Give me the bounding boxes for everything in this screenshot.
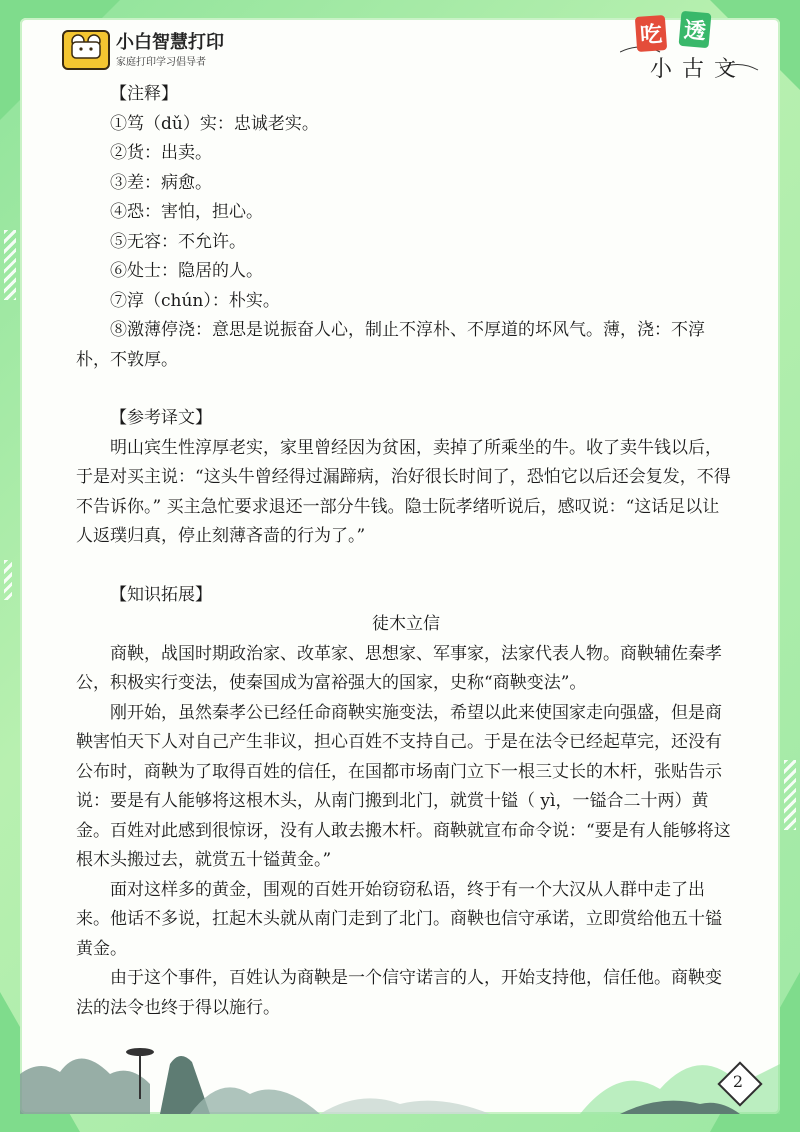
brand-logo	[62, 30, 224, 70]
translation-heading: 【参考译文】	[110, 408, 212, 428]
side-stripe	[4, 230, 16, 300]
page-number-badge	[718, 1062, 758, 1102]
side-stripe	[784, 760, 796, 830]
extension-heading: 【知识拓展】	[110, 584, 212, 605]
note-item: ⑥处士：隐居的人。	[110, 261, 263, 281]
brand-char-through: 透	[679, 11, 712, 48]
story-paragraph: 刚开始，虽然秦孝公已经任命商鞅实施变法，希望以此来使国家走向强盛，但是商鞅害怕天下人对自己产生非议，担心百姓不支持自己。于是在法令已经起草完，还没有公布时，商鞅为了取得百姓的信任，在国都市场南门立下一根三丈长的木杆，张贴告示说：要是有人能够将这根木头，从南门搬到北门，就赏十镒（ yì，一镒合二十两）黄金。百姓对此感到很惊讶，没有人敢去搬木杆。商鞅就宣布命令说：“要是有人能够将这根木头搬过去，就赏五十镒黄金。”	[76, 702, 731, 870]
note-item: ②货：出卖。	[110, 143, 212, 163]
printer-mascot-icon	[62, 30, 110, 70]
article-body	[76, 80, 736, 1023]
side-stripe	[4, 560, 12, 600]
page-number: 2	[732, 1072, 744, 1091]
note-item: ③差：病愈。	[110, 172, 212, 193]
note-item: ①笃（dǔ）实：忠诚老实。	[110, 113, 319, 134]
note-item: ⑦淳（chún）：朴实。	[110, 290, 280, 311]
story-paragraph: 面对这样多的黄金，围观的百姓开始窃窃私语，终于有一个大汉从人群中走了出来。他话不多说，扛起木头就从南门走到了北门。商鞅也信守承诺，立即赏给他五十镒黄金。	[76, 879, 722, 959]
note-item: ⑧激薄停浇：意思是说振奋人心，制止不淳朴、不厚道的坏风气。薄，浇：不淳朴，不敦厚。	[76, 320, 705, 370]
note-item: ④恐：害怕，担心。	[110, 202, 263, 222]
notes-heading: 【注释】	[110, 84, 178, 104]
brand-char-eat: 吃	[635, 15, 667, 52]
story-title: 徒木立信	[372, 614, 440, 634]
series-brand	[620, 12, 760, 82]
story-paragraph: 由于这个事件，百姓认为商鞅是一个信守诺言的人，开始支持他，信任他。商鞅变法的法令也终于得以施行。	[76, 968, 722, 1018]
logo-subtitle: 家庭打印学习倡导者	[116, 56, 206, 68]
story-paragraph: 商鞅，战国时期政治家、改革家、思想家、军事家，法家代表人物。商鞅辅佐秦孝公，积极实行变法，使秦国成为富裕强大的国家，史称“商鞅变法”。	[76, 643, 722, 693]
logo-title: 小白智慧打印	[116, 31, 224, 53]
brand-subtitle: 小古文	[650, 57, 747, 82]
mountain-landscape-illustration	[20, 1004, 780, 1114]
note-item: ⑤无容：不允许。	[110, 231, 246, 252]
translation-text: 明山宾生性淳厚老实，家里曾经因为贫困，卖掉了所乘坐的牛。收了卖牛钱以后，于是对买主说：“这头牛曾经得过漏蹄病，治好很长时间了，恐怕它以后还会复发，不得不告诉你。” 买主急忙要求退还一部分牛钱。隐士阮孝绪听说后，感叹说：“这话足以让人返璞归真，停止刻薄吝啬的行为了。”	[76, 437, 731, 546]
